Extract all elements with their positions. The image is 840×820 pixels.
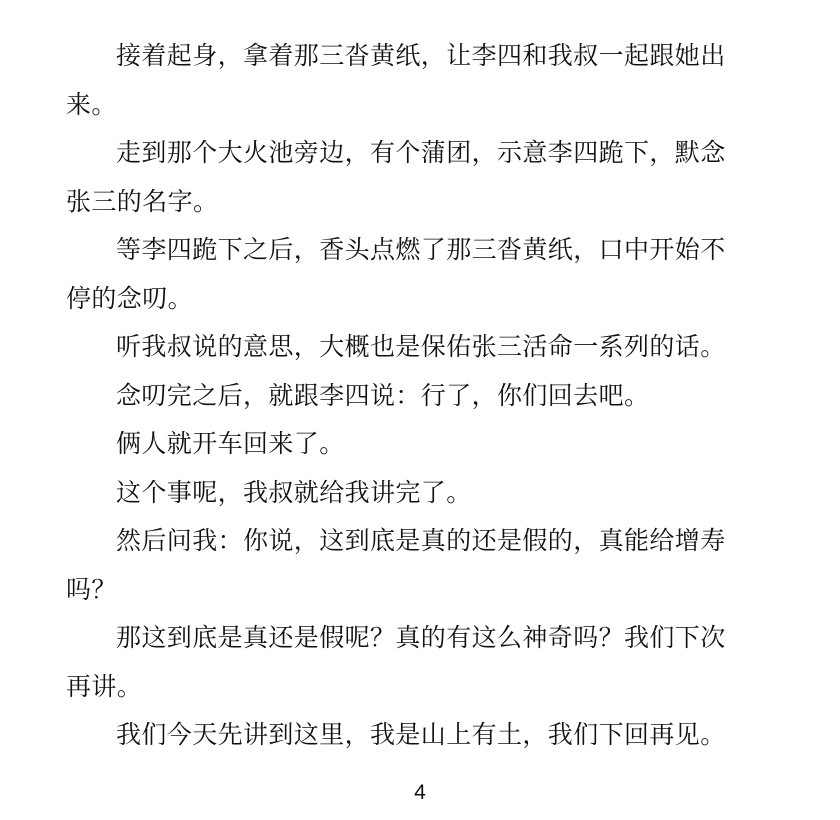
body-text: [66, 32, 726, 760]
paragraph: 我们今天先讲到这里，我是山上有土，我们下回再见。: [116, 720, 726, 749]
page-number: 4: [414, 781, 426, 804]
paragraph: 接着起身，拿着那三沓黄纸，让李四和我叔一起跟她出来。: [66, 41, 726, 119]
paragraph: 听我叔说的意思，大概也是保佑张三活命一系列的话。: [116, 332, 726, 361]
paragraph: 等李四跪下之后，香头点燃了那三沓黄纸，口中开始不停的念叨。: [66, 235, 726, 313]
paragraph: 这个事呢，我叔就给我讲完了。: [116, 477, 472, 507]
paragraph: 走到那个大火池旁边，有个蒲团，示意李四跪下，默念张三的名字。: [66, 138, 726, 216]
paragraph: 念叨完之后，就跟李四说：行了，你们回去吧。: [116, 380, 650, 410]
paragraph: 然后问我：你说，这到底是真的还是假的，真能给增寿吗？: [66, 526, 726, 604]
paragraph: 那这到底是真还是假呢？真的有这么神奇吗？我们下次再讲。: [66, 623, 726, 701]
paragraph: 俩人就开车回来了。: [116, 429, 345, 458]
